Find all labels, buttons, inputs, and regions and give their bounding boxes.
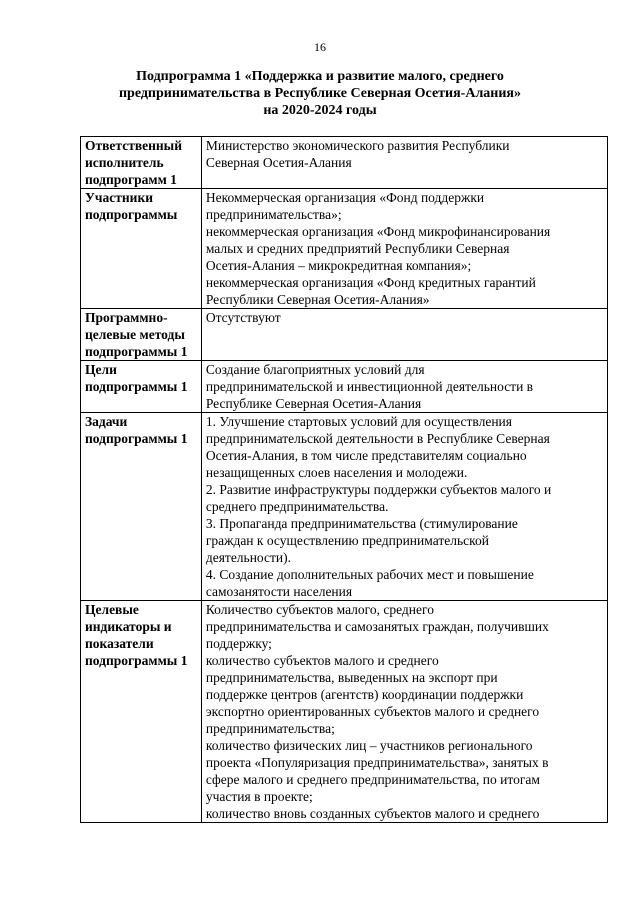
row-value-line: самозанятости населения	[205, 584, 353, 599]
row-label-line: подпрограммы 1	[85, 653, 188, 668]
row-value-cell	[201, 601, 607, 823]
row-label-cell	[81, 413, 202, 601]
row-label-line: исполнитель	[85, 155, 164, 170]
row-value-line: Осетия-Алания, в том числе представителям социально	[205, 448, 527, 463]
row-value-line: Северная Осетия-Алания	[205, 155, 352, 170]
row-value-line: Министерство экономического развития Республики	[205, 138, 510, 153]
title-line-2: предпринимательства в Республике Северная Осетия-Алания»	[118, 86, 522, 101]
row-value-line: 1. Улучшение стартовых условий для осуществления	[205, 414, 512, 429]
row-label-line: подпрограммы 1	[85, 431, 188, 446]
row-label-line: Ответственный	[85, 138, 182, 153]
row-value-line: количество вновь созданных субъектов малого и среднего	[205, 806, 540, 821]
row-label-line: Задачи	[85, 414, 128, 429]
page-number: 16	[314, 40, 326, 54]
row-label-line: Целевые	[85, 602, 139, 617]
row-label-line: подпрограммы	[85, 207, 178, 222]
table-row	[81, 601, 608, 823]
row-value-line: некоммерческая организация «Фонд микрофинансирования	[205, 224, 551, 239]
table-row	[81, 189, 608, 309]
row-label-cell	[81, 361, 202, 413]
row-value-cell	[201, 189, 607, 309]
row-value-cell	[201, 309, 607, 361]
table-row	[81, 137, 608, 189]
row-value-line: Республике Северная Осетия-Алания	[205, 396, 422, 411]
row-value-line: количество физических лиц – участников регионального	[205, 738, 533, 753]
row-label-cell	[81, 601, 202, 823]
row-label-line: подпрограмм 1	[85, 172, 177, 187]
title-line-3: на 2020-2024 годы	[263, 103, 377, 118]
row-value-line: среднего предпринимательства.	[205, 499, 389, 514]
document-title	[60, 68, 580, 119]
row-label-line: показатели	[85, 636, 154, 651]
row-label-line: Программно-	[85, 310, 168, 325]
row-label-line: индикаторы и	[85, 619, 172, 634]
table-row	[81, 361, 608, 413]
row-value-line: предпринимательства, выведенных на экспорт при	[205, 670, 498, 685]
row-value-line: сфере малого и среднего предпринимательства, по итогам	[205, 772, 540, 787]
row-value-line: Республики Северная Осетия-Алания»	[205, 292, 430, 307]
row-label-line: Участники	[85, 190, 154, 205]
row-value-line: проекта «Популяризация предпринимательства», занятых в	[205, 755, 549, 770]
row-value-line: 2. Развитие инфраструктуры поддержки субъектов малого и	[205, 482, 552, 497]
row-value-line: участия в проекте;	[205, 789, 313, 804]
row-label-cell	[81, 189, 202, 309]
table-row	[81, 309, 608, 361]
row-label-line: целевые методы	[85, 327, 185, 342]
row-value-line: предпринимательства»;	[205, 207, 342, 222]
row-value-line: поддержке центров (агентств) координации поддержки	[205, 687, 524, 702]
row-value-line: деятельности).	[205, 550, 291, 565]
row-value-line: экспортно ориентированных субъектов малого и среднего	[205, 704, 540, 719]
row-value-line: некоммерческая организация «Фонд кредитных гарантий	[205, 275, 536, 290]
row-value-line: граждан к осуществлению предпринимательской	[205, 533, 489, 548]
row-label-line: Цели	[85, 362, 117, 377]
row-label-cell	[81, 309, 202, 361]
row-label-line: подпрограммы 1	[85, 344, 188, 359]
row-value-line: Создание благоприятных условий для	[205, 362, 425, 377]
row-value-line: 4. Создание дополнительных рабочих мест и повышение	[205, 567, 534, 582]
row-value-line: 3. Пропаганда предпринимательства (стимулирование	[205, 516, 518, 531]
row-value-cell	[201, 413, 607, 601]
row-value-line: Некоммерческая организация «Фонд поддержки	[205, 190, 485, 205]
row-value-line: предпринимательства и самозанятых граждан, получивших	[205, 619, 549, 634]
row-label-cell	[81, 137, 202, 189]
table-row	[81, 413, 608, 601]
row-value-line: предпринимательской деятельности в Республике Северная	[205, 431, 550, 446]
title-line-1: Подпрограмма 1 «Поддержка и развитие малого, среднего	[136, 69, 504, 84]
row-value-cell	[201, 137, 607, 189]
row-label-line: подпрограммы 1	[85, 379, 188, 394]
row-value-line: незащищенных слоев населения и молодежи.	[205, 465, 468, 480]
row-value-line: Осетия-Алания – микрокредитная компания»;	[205, 258, 472, 273]
row-value-line: количество субъектов малого и среднего	[205, 653, 439, 668]
row-value-line: поддержку;	[205, 636, 272, 651]
row-value-line: предпринимательства;	[205, 721, 335, 736]
row-value-line: малых и средних предприятий Республики Северная	[205, 241, 510, 256]
row-value-line: Отсутствуют	[205, 310, 281, 325]
row-value-line: предпринимательской и инвестиционной деятельности в	[205, 379, 534, 394]
subprogram-passport-table	[80, 136, 608, 823]
row-value-cell	[201, 361, 607, 413]
row-value-line: Количество субъектов малого, среднего	[205, 602, 434, 617]
